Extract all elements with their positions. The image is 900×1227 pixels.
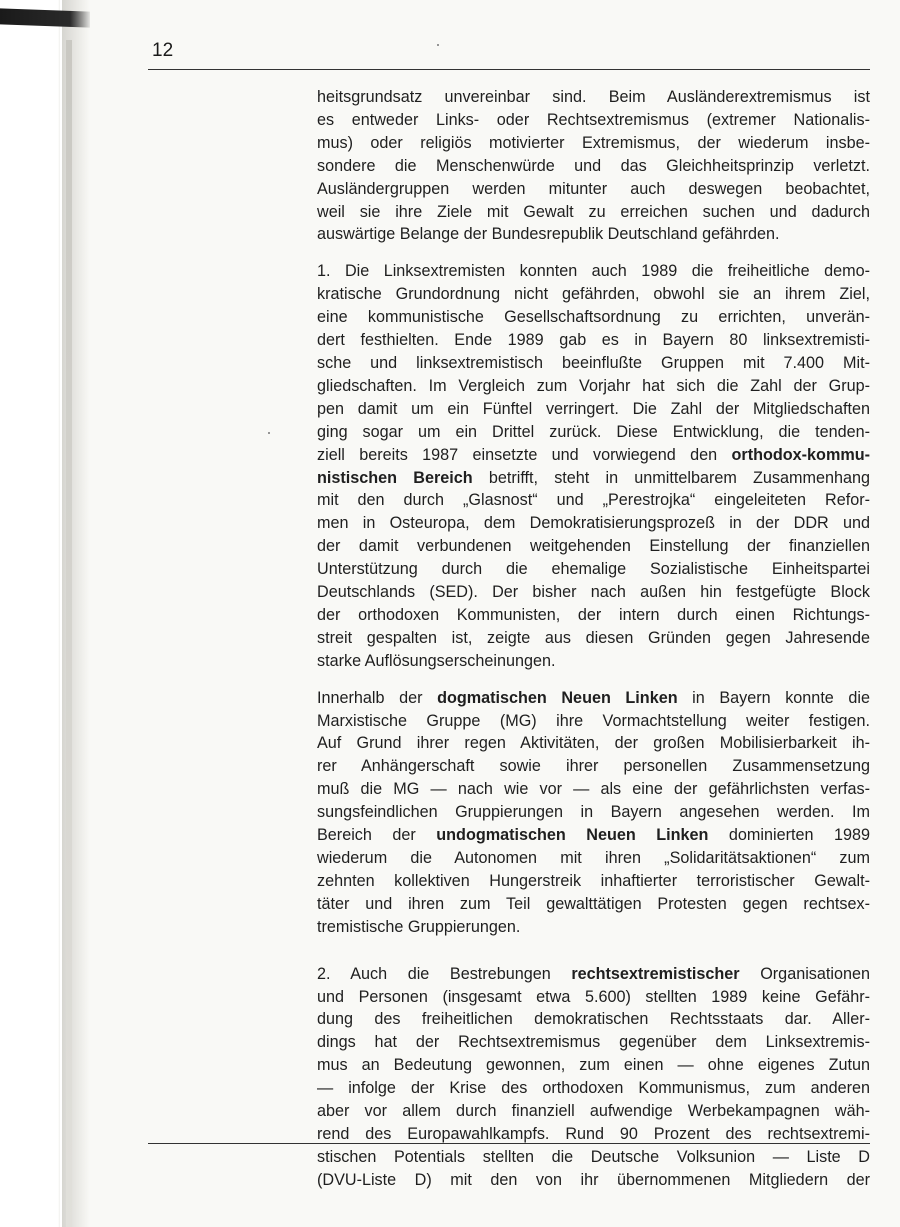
text-run: in Bayern konnte die [692, 688, 870, 707]
text-line: wiederum die Autonomen mit ihren „Solidaritätsaktionen“ zum [317, 849, 870, 867]
text-line: pen damit um ein Fünftel verringert. Die Zahl der Mitgliedschaften [317, 399, 870, 418]
bold-term: dogmatischen Neuen Linken [437, 688, 678, 707]
text-line: mit den durch „Glasnost“ und „Perestrojka“ eingeleiteten Refor- [317, 491, 870, 510]
bold-term: nistischen Bereich [317, 468, 473, 487]
scan-margin [0, 0, 60, 1227]
body-text [317, 86, 870, 1192]
text-line: 1. Die Linksextremisten konnten auch 1989 die freiheitliche demo- [317, 262, 870, 281]
text-line: tremistische Gruppierungen. [317, 917, 521, 936]
text-run: 2. Auch die Bestrebungen [317, 964, 551, 983]
text-line: heitsgrundsatz unvereinbar sind. Beim Ausländerextremismus ist [317, 88, 870, 106]
text-line: Auf Grund ihrer regen Aktivitäten, der großen Mobilisierbarkeit ih- [317, 734, 870, 753]
paragraph-linksextremisten [317, 260, 870, 672]
text-line: Unterstützung durch die ehemalige Sozialistische Einheitspartei [317, 560, 870, 579]
text-line: eine kommunistische Gesellschaftsordnung zu errichten, unverän- [317, 308, 870, 327]
scan-speck [268, 432, 270, 434]
footer-rule [148, 1143, 870, 1144]
paragraph-rechtsextremismus [317, 963, 870, 1192]
text-line: streit gespalten ist, zeigte aus diesen Gründen gegen Jahresende [317, 628, 870, 647]
text-line: es entweder Links- oder Rechtsextremismus (extremer Nationalis- [317, 110, 870, 129]
text-line: sungsfeindlichen Gruppierungen in Bayern angesehen werden. Im [317, 803, 870, 822]
scan-speck [437, 44, 439, 46]
text-line: men in Osteuropa, dem Demokratisierungsprozeß in der DDR und [317, 514, 870, 533]
paragraph-auslaenderextremismus [317, 86, 870, 246]
text-line: sche und linksextremistisch beeinflußte Gruppen mit 7.400 Mit- [317, 353, 870, 372]
text-line: rer Anhängerschaft sowie ihrer personellen Zusammensetzung [317, 757, 870, 776]
text-line: Deutschlands (SED). Der bisher nach außen hin festgefügte Block [317, 583, 870, 602]
text-line: gliedschaften. Im Vergleich zum Vorjahr hat sich die Zahl der Grup- [317, 376, 870, 395]
text-line: sondere die Menschenwürde und das Gleichheitsprinzip verletzt. [317, 156, 870, 175]
text-run: Bereich der [317, 826, 416, 845]
text-line: Marxistische Gruppe (MG) ihre Vormachtstellung weiter festigen. [317, 711, 870, 730]
text-run: dominierten 1989 [728, 826, 871, 845]
text-run: Innerhalb der [317, 688, 423, 707]
text-line [317, 467, 870, 490]
bold-term: orthodox-kommu- [731, 445, 871, 464]
text-line [317, 444, 870, 467]
text-line: und Personen (insgesamt etwa 5.600) stellten 1989 keine Gefähr- [317, 987, 870, 1006]
text-run: betrifft, steht in unmittelbarem Zusammenhang [488, 468, 870, 487]
text-line: dings hat der Rechtsextremismus gegenüber dem Linksextremis- [317, 1033, 870, 1052]
bold-term: rechtsextremistischer [571, 964, 740, 983]
text-line: stischen Potentials stellten die Deutsche Volksunion — Liste D [317, 1147, 870, 1166]
text-line [317, 824, 870, 847]
text-line: mus) oder religiös motivierter Extremismus, der wiederum insbe- [317, 133, 870, 152]
text-line: dert festhielten. Ende 1989 gab es in Bayern 80 linksextremisti- [317, 331, 870, 350]
text-line [317, 963, 870, 986]
text-line: aber vor allem durch finanziell aufwendige Werbekampagnen wäh- [317, 1102, 870, 1121]
page-number: 12 [152, 40, 174, 61]
text-line: der damit verbundenen weitgehenden Einstellung der finanziellen [317, 537, 870, 556]
text-run: ziell bereits 1987 einsetzte und vorwiegend den [317, 445, 718, 464]
paragraph-neue-linke [317, 687, 870, 939]
binding-gutter-edge [66, 40, 72, 1227]
text-line: auswärtige Belange der Bundesrepublik Deutschland gefährden. [317, 225, 780, 244]
scan-corner-mark [0, 8, 90, 27]
header-rule [148, 69, 870, 70]
text-line: muß die MG — nach wie vor — als eine der gefährlichsten verfas- [317, 780, 870, 799]
text-line: — infolge der Krise des orthodoxen Kommunismus, zum anderen [317, 1079, 870, 1098]
text-line: ging sogar um ein Drittel zurück. Diese Entwicklung, die tenden- [317, 422, 870, 441]
text-line: starke Auflösungserscheinungen. [317, 651, 556, 670]
text-line: kratische Grundordnung nicht gefährden, obwohl sie an ihrem Ziel, [317, 285, 870, 304]
text-line: rend des Europawahlkampfs. Rund 90 Prozent des rechtsextremi- [317, 1124, 870, 1143]
text-line: (DVU-Liste D) mit den von ihr übernommenen Mitgliedern der [317, 1170, 870, 1189]
text-line: Ausländergruppen werden mitunter auch deswegen beobachtet, [317, 179, 870, 198]
text-line: mus an Bedeutung gewonnen, zum einen — ohne eigenes Zutun [317, 1056, 870, 1075]
bold-term: undogmatischen Neuen Linken [436, 826, 709, 845]
text-line [317, 687, 870, 710]
text-line: weil sie ihre Ziele mit Gewalt zu erreichen suchen und dadurch [317, 202, 870, 221]
text-line: zehnten kollektiven Hungerstreik inhaftierter terroristischer Gewalt- [317, 871, 870, 890]
text-run: Organisationen [760, 964, 870, 983]
text-line: täter und ihren zum Teil gewalttätigen Protesten gegen rechtsex- [317, 894, 870, 913]
text-line: der orthodoxen Kommunisten, der intern durch einen Richtungs- [317, 605, 870, 624]
text-line: dung des freiheitlichen demokratischen Rechtsstaats dar. Aller- [317, 1010, 870, 1029]
